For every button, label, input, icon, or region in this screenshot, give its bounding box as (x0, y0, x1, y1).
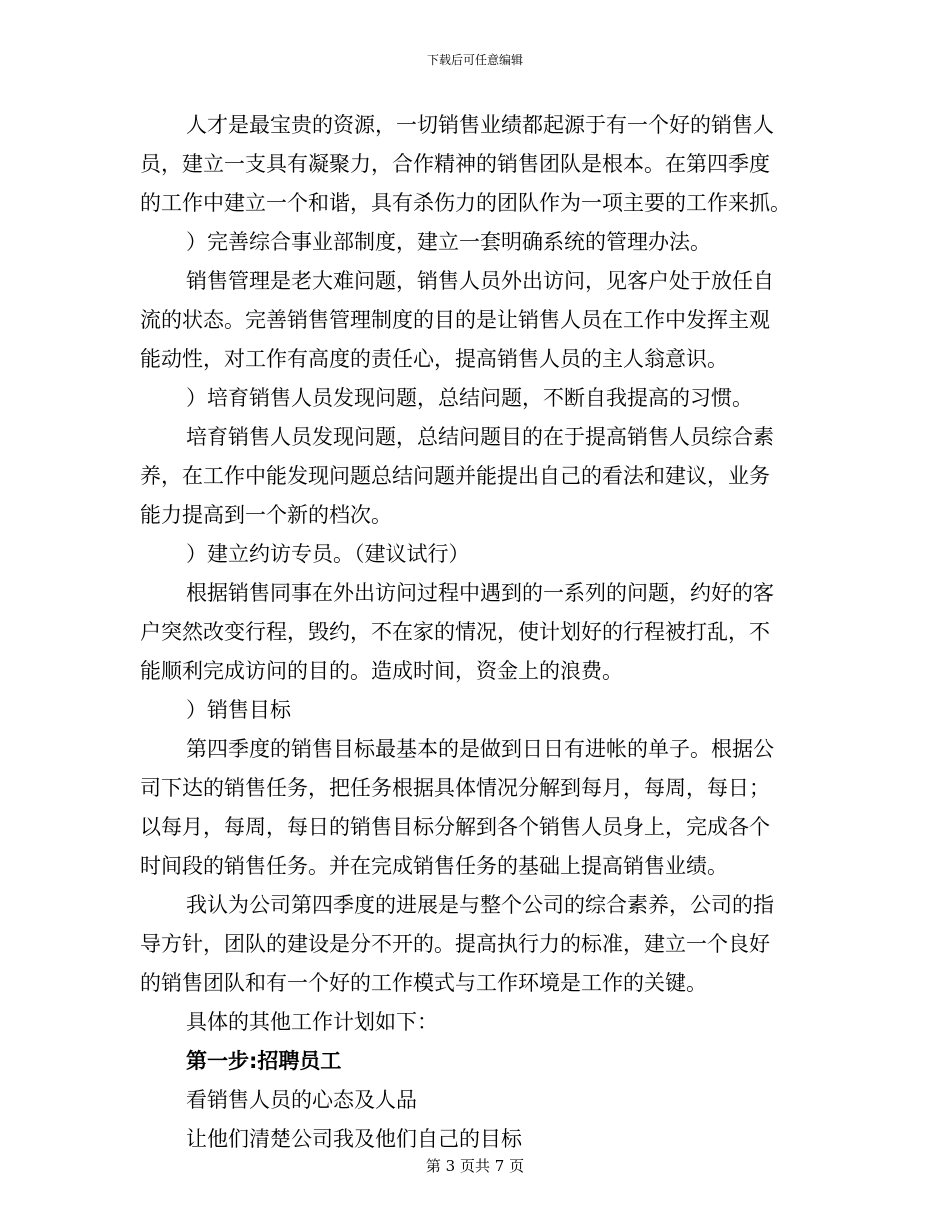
document-body (140, 106, 812, 1159)
paragraph-line: 我认为公司第四季度的进展是与整个公司的综合素养，公司的指 (186, 893, 774, 917)
page-header: 下载后可任意编辑 (426, 53, 523, 67)
paragraph-line: 能力提高到一个新的档次。 (140, 503, 392, 527)
paragraph-line: 能顺利完成访问的目的。造成时间，资金上的浪费。 (140, 659, 623, 683)
paragraph-line: 能动性，对工作有高度的责任心，提高销售人员的主人翁意识。 (140, 347, 728, 371)
paragraph-line: 人才是最宝贵的资源，一切销售业绩都起源于有一个好的销售人 (186, 113, 774, 137)
paragraph-line: 养，在工作中能发现问题总结问题并能提出自己的看法和建议，业务 (140, 464, 770, 488)
paragraph-line: 员，建立一支具有凝聚力，合作精神的销售团队是根本。在第四季度 (140, 152, 770, 176)
page-footer: 第 3 页共 7 页 (425, 1157, 525, 1175)
paragraph-line: 第四季度的销售目标最基本的是做到日日有进帐的单子。根据公 (186, 737, 774, 761)
paragraph-line: 户突然改变行程，毁约，不在家的情况，使计划好的行程被打乱，不 (140, 620, 770, 644)
paragraph-line: 培育销售人员发现问题，总结问题目的在于提高销售人员综合素 (186, 425, 774, 449)
paragraph-line: 导方针，团队的建设是分不开的。提高执行力的标准，建立一个良好 (140, 932, 770, 956)
list-item: 看销售人员的心态及人品 (186, 1088, 417, 1112)
paragraph-line: 以每月，每周，每日的销售目标分解到各个销售人员身上，完成各个 (140, 815, 770, 839)
paragraph-line: 的工作中建立一个和谐，具有杀伤力的团队作为一项主要的工作来抓。 (140, 191, 791, 215)
step-heading: 第一步:招聘员工 (186, 1049, 342, 1073)
paragraph-line: 时间段的销售任务。并在完成销售任务的基础上提高销售业绩。 (140, 854, 728, 878)
section-item: ）完善综合事业部制度，建立一套明确系统的管理办法。 (186, 230, 711, 254)
section-item: ）销售目标 (186, 698, 291, 722)
paragraph-line: 具体的其他工作计划如下： (186, 1010, 438, 1034)
paragraph-line: 根据销售同事在外出访问过程中遇到的一系列的问题，约好的客 (186, 581, 774, 605)
section-item: ）建立约访专员。（建议试行） (186, 542, 470, 566)
paragraph-line: 司下达的销售任务，把任务根据具体情况分解到每月，每周，每日； (140, 776, 770, 800)
paragraph-line: 的销售团队和有一个好的工作模式与工作环境是工作的关键。 (140, 971, 707, 995)
paragraph-line: 流的状态。完善销售管理制度的目的是让销售人员在工作中发挥主观 (140, 308, 770, 332)
section-item: ）培育销售人员发现问题，总结问题，不断自我提高的习惯。 (186, 386, 753, 410)
paragraph-line: 销售管理是老大难问题，销售人员外出访问，见客户处于放任自 (186, 269, 774, 293)
list-item: 让他们清楚公司我及他们自己的目标 (186, 1127, 522, 1151)
